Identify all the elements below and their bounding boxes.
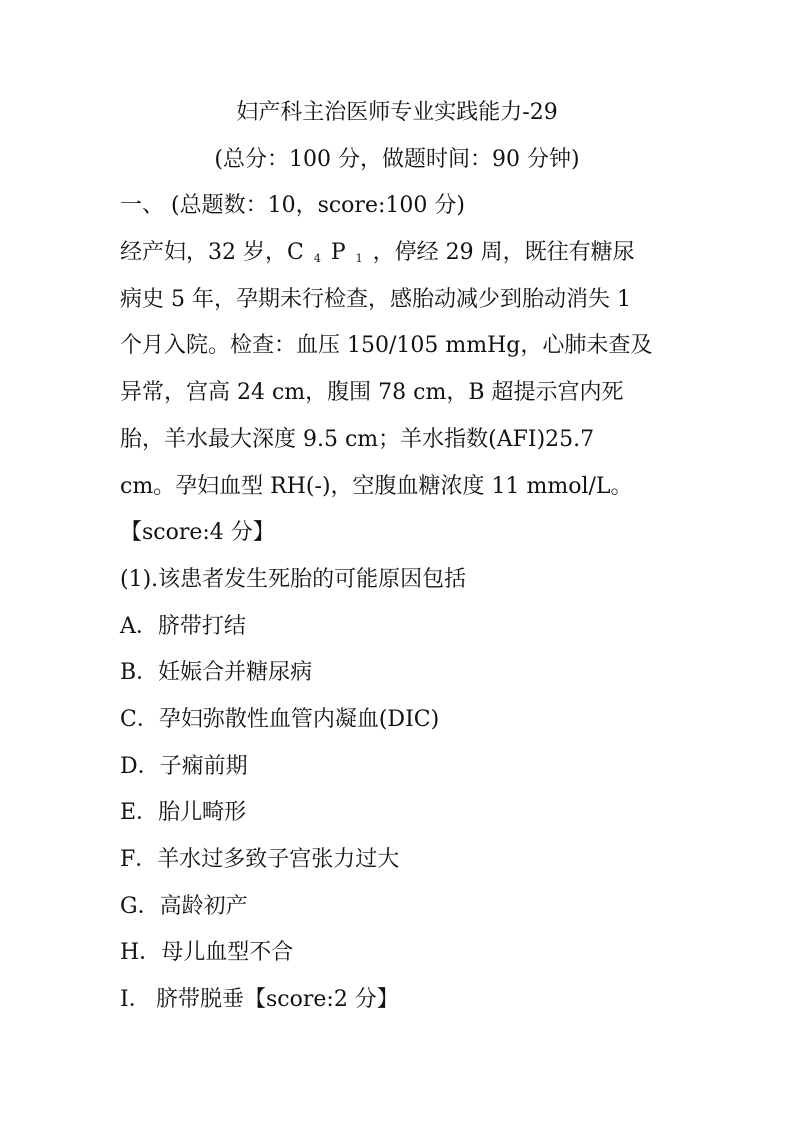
option-g[interactable] — [120, 884, 674, 931]
option-text: 脐带打结 — [157, 613, 246, 639]
case-line: 异常，宫高 24 cm，腹围 78 cm，B 超提示宫内死 — [120, 380, 624, 406]
option-letter: F． — [120, 847, 158, 872]
case-text: P — [330, 240, 346, 266]
question-stem: (1).该患者发生死胎的可能原因包括 — [120, 566, 467, 592]
option-text: 胎儿畸形 — [158, 800, 247, 826]
option-letter: D． — [120, 753, 160, 779]
option-text: 妊娠合并糖尿病 — [158, 660, 313, 686]
page-title: 妇产科主治医师专业实践能力-29 — [236, 100, 558, 125]
option-letter: E． — [120, 800, 159, 826]
option-e[interactable] — [120, 790, 674, 837]
option-letter: H． — [120, 940, 162, 966]
option-c[interactable] — [120, 697, 674, 744]
section-heading: 一、 (总题数：10，score:100 分) — [120, 193, 465, 219]
case-line: 病史 5 年，孕期未行检查，感胎动减少到胎动消失 1 — [120, 286, 631, 312]
option-i[interactable] — [120, 977, 674, 1024]
option-d[interactable] — [120, 744, 674, 791]
option-text: 孕妇弥散性血管内凝血(DIC) — [158, 706, 440, 732]
case-description — [120, 230, 674, 557]
option-letter: B． — [120, 660, 159, 686]
option-b[interactable] — [120, 650, 674, 697]
exam-summary: (总分：100 分，做题时间：90 分钟) — [214, 146, 580, 172]
option-h[interactable] — [120, 930, 674, 977]
case-line: 胎，羊水最大深度 9.5 cm；羊水指数(AFI)25.7 — [120, 426, 595, 452]
option-letter: G． — [120, 893, 160, 919]
question-score: 【score:2 分】 — [244, 987, 399, 1013]
case-text: ，停经 29 周，既往有糖尿 — [372, 240, 635, 266]
option-a[interactable] — [120, 604, 674, 651]
option-f[interactable] — [120, 837, 674, 884]
case-line: 个月入院。检查：血压 150/105 mmHg，心肺未查及 — [120, 333, 653, 359]
option-letter: A． — [120, 613, 158, 639]
option-letter: C． — [120, 706, 159, 732]
option-text: 羊水过多致子宫张力过大 — [157, 847, 400, 872]
case-line — [120, 230, 674, 277]
case-text: 经产妇，32 岁，C — [120, 240, 304, 266]
option-text: 高龄初产 — [159, 893, 248, 919]
question-block — [120, 557, 674, 1024]
option-letter: I． — [120, 987, 151, 1013]
para-subscript: 1 — [355, 252, 363, 266]
case-line: cm。孕妇血型 RH(-)，空腹血糖浓度 11 mmol/L。 — [120, 473, 633, 499]
option-text: 母儿血型不合 — [161, 940, 294, 966]
option-text: 脐带脱垂 — [156, 987, 245, 1013]
option-text: 子痫前期 — [159, 753, 248, 779]
gravida-subscript: 4 — [313, 252, 321, 266]
case-score: 【score:4 分】 — [120, 520, 275, 546]
